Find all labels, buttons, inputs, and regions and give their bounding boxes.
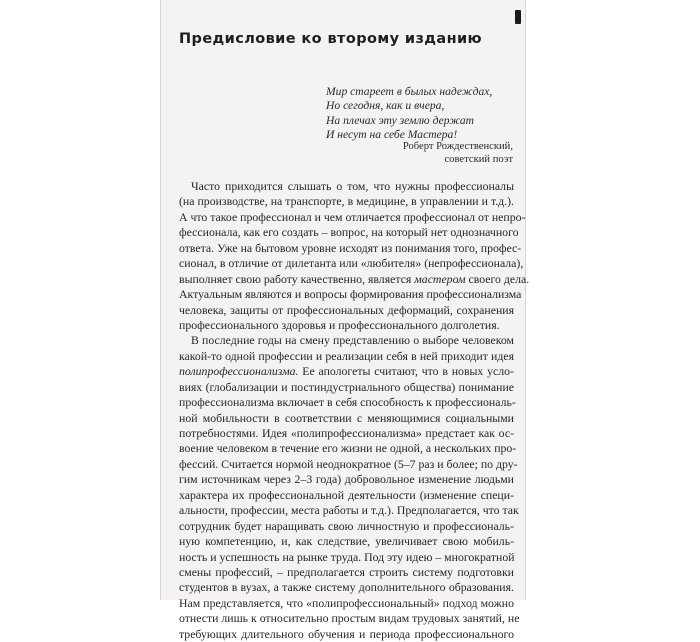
epigraph-line: И несут на себе Мастера! — [326, 128, 458, 142]
body-line: потребностями. Идея «полипрофессионализма» предстает как ос- — [179, 426, 514, 440]
body-line: ответа. Уже на бытовом уровне исходят из понимания того, профес- — [179, 240, 522, 255]
emphasis-word: мастером — [414, 271, 466, 286]
body-line: профессионального здоровья и профессионального долголетия. — [179, 317, 500, 332]
body-line: человека, защиты от профессиональных деформаций, сохранения — [179, 302, 514, 317]
body-line: ную компетенцию, и, как следствие, увеличивает свою мобиль- — [179, 534, 514, 549]
body-line: сотрудник будет наращивать свою личностную и профессиональ- — [179, 518, 514, 533]
body-line: сионал, в отличие от дилетанта или «любителя» (непрофессионала), — [179, 256, 524, 271]
body-line: ность и успешность на рынке труда. Под эту идею – многократной — [179, 549, 515, 564]
body-line: полипрофессионализма. Ее апологеты считают, что в новых усло- — [179, 364, 514, 379]
page-edge-mark — [515, 10, 521, 24]
body-line: воение человеком в течение его жизни не одной, а нескольких про- — [179, 441, 517, 456]
body-line: Нам представляется, что «полипрофессиональный» подход можно — [179, 595, 514, 610]
body-line: ной мобильности в соответствии с меняющимися социальными — [179, 410, 514, 425]
body-line: гим источникам через 2–3 года) добровольное изменение людьми — [179, 472, 514, 487]
body-line: А что такое профессионал и чем отличается профессионал от непро- — [179, 209, 526, 224]
body-line: требующих длительного обучения и периода профессионального — [179, 626, 514, 641]
body-line: фессионала, как его создать – вопрос, на который нет однозначного — [179, 225, 519, 240]
body-line: отнести лишь к относительно простым видам трудовых занятий, не — [179, 611, 520, 626]
epigraph-attribution — [403, 140, 513, 166]
epigraph-line: Но сегодня, как и вчера, — [326, 99, 445, 113]
body-line: профессионализма включает в себя способность к профессиональ- — [179, 395, 516, 410]
body-line: характера их профессиональной деятельности (изменение специ- — [179, 487, 514, 502]
body-line: какой-то одной профессии и реализации себя в ней приходит идея — [179, 348, 514, 363]
body-text — [179, 179, 530, 642]
body-line: выполняет свою работу качественно, является мастером своего дела. — [179, 271, 530, 286]
body-line: В последние годы на смену представлению о выборе человеком — [191, 333, 514, 348]
body-line: студентов в вузах, а также систему дополнительного образования. — [179, 580, 514, 595]
book-page — [160, 0, 530, 641]
attribution-role: советский поэт — [444, 154, 513, 165]
epigraph-line: Мир стареет в былых надеждах, — [326, 85, 493, 98]
body-line: Часто приходится слышать о том, что нужны профессионалы — [191, 179, 514, 193]
attribution-author: Роберт Рождественский, — [402, 141, 513, 152]
body-line: (на производстве, на транспорте, в медицине, в управлении и т.д.). — [179, 194, 514, 209]
emphasis-word: полипрофессионализма. — [179, 364, 299, 379]
body-line: альности, профессии, места работы и т.д.). Предполагается, что так — [179, 503, 519, 518]
body-line: виях (глобализации и постиндустриального общества) понимание — [179, 379, 514, 394]
body-line: фессий. Считается нормой неоднократное (5–7 раз и более; по дру- — [179, 456, 518, 471]
body-line: смены профессий, – предполагается строить систему подготовки — [179, 564, 514, 579]
chapter-title: Предисловие ко второму изданию — [179, 31, 483, 47]
body-line: Актуальным являются и вопросы формирования профессионализма — [179, 287, 522, 302]
epigraph-line: На плечах эту землю держат — [326, 113, 475, 127]
epigraph — [326, 85, 516, 143]
